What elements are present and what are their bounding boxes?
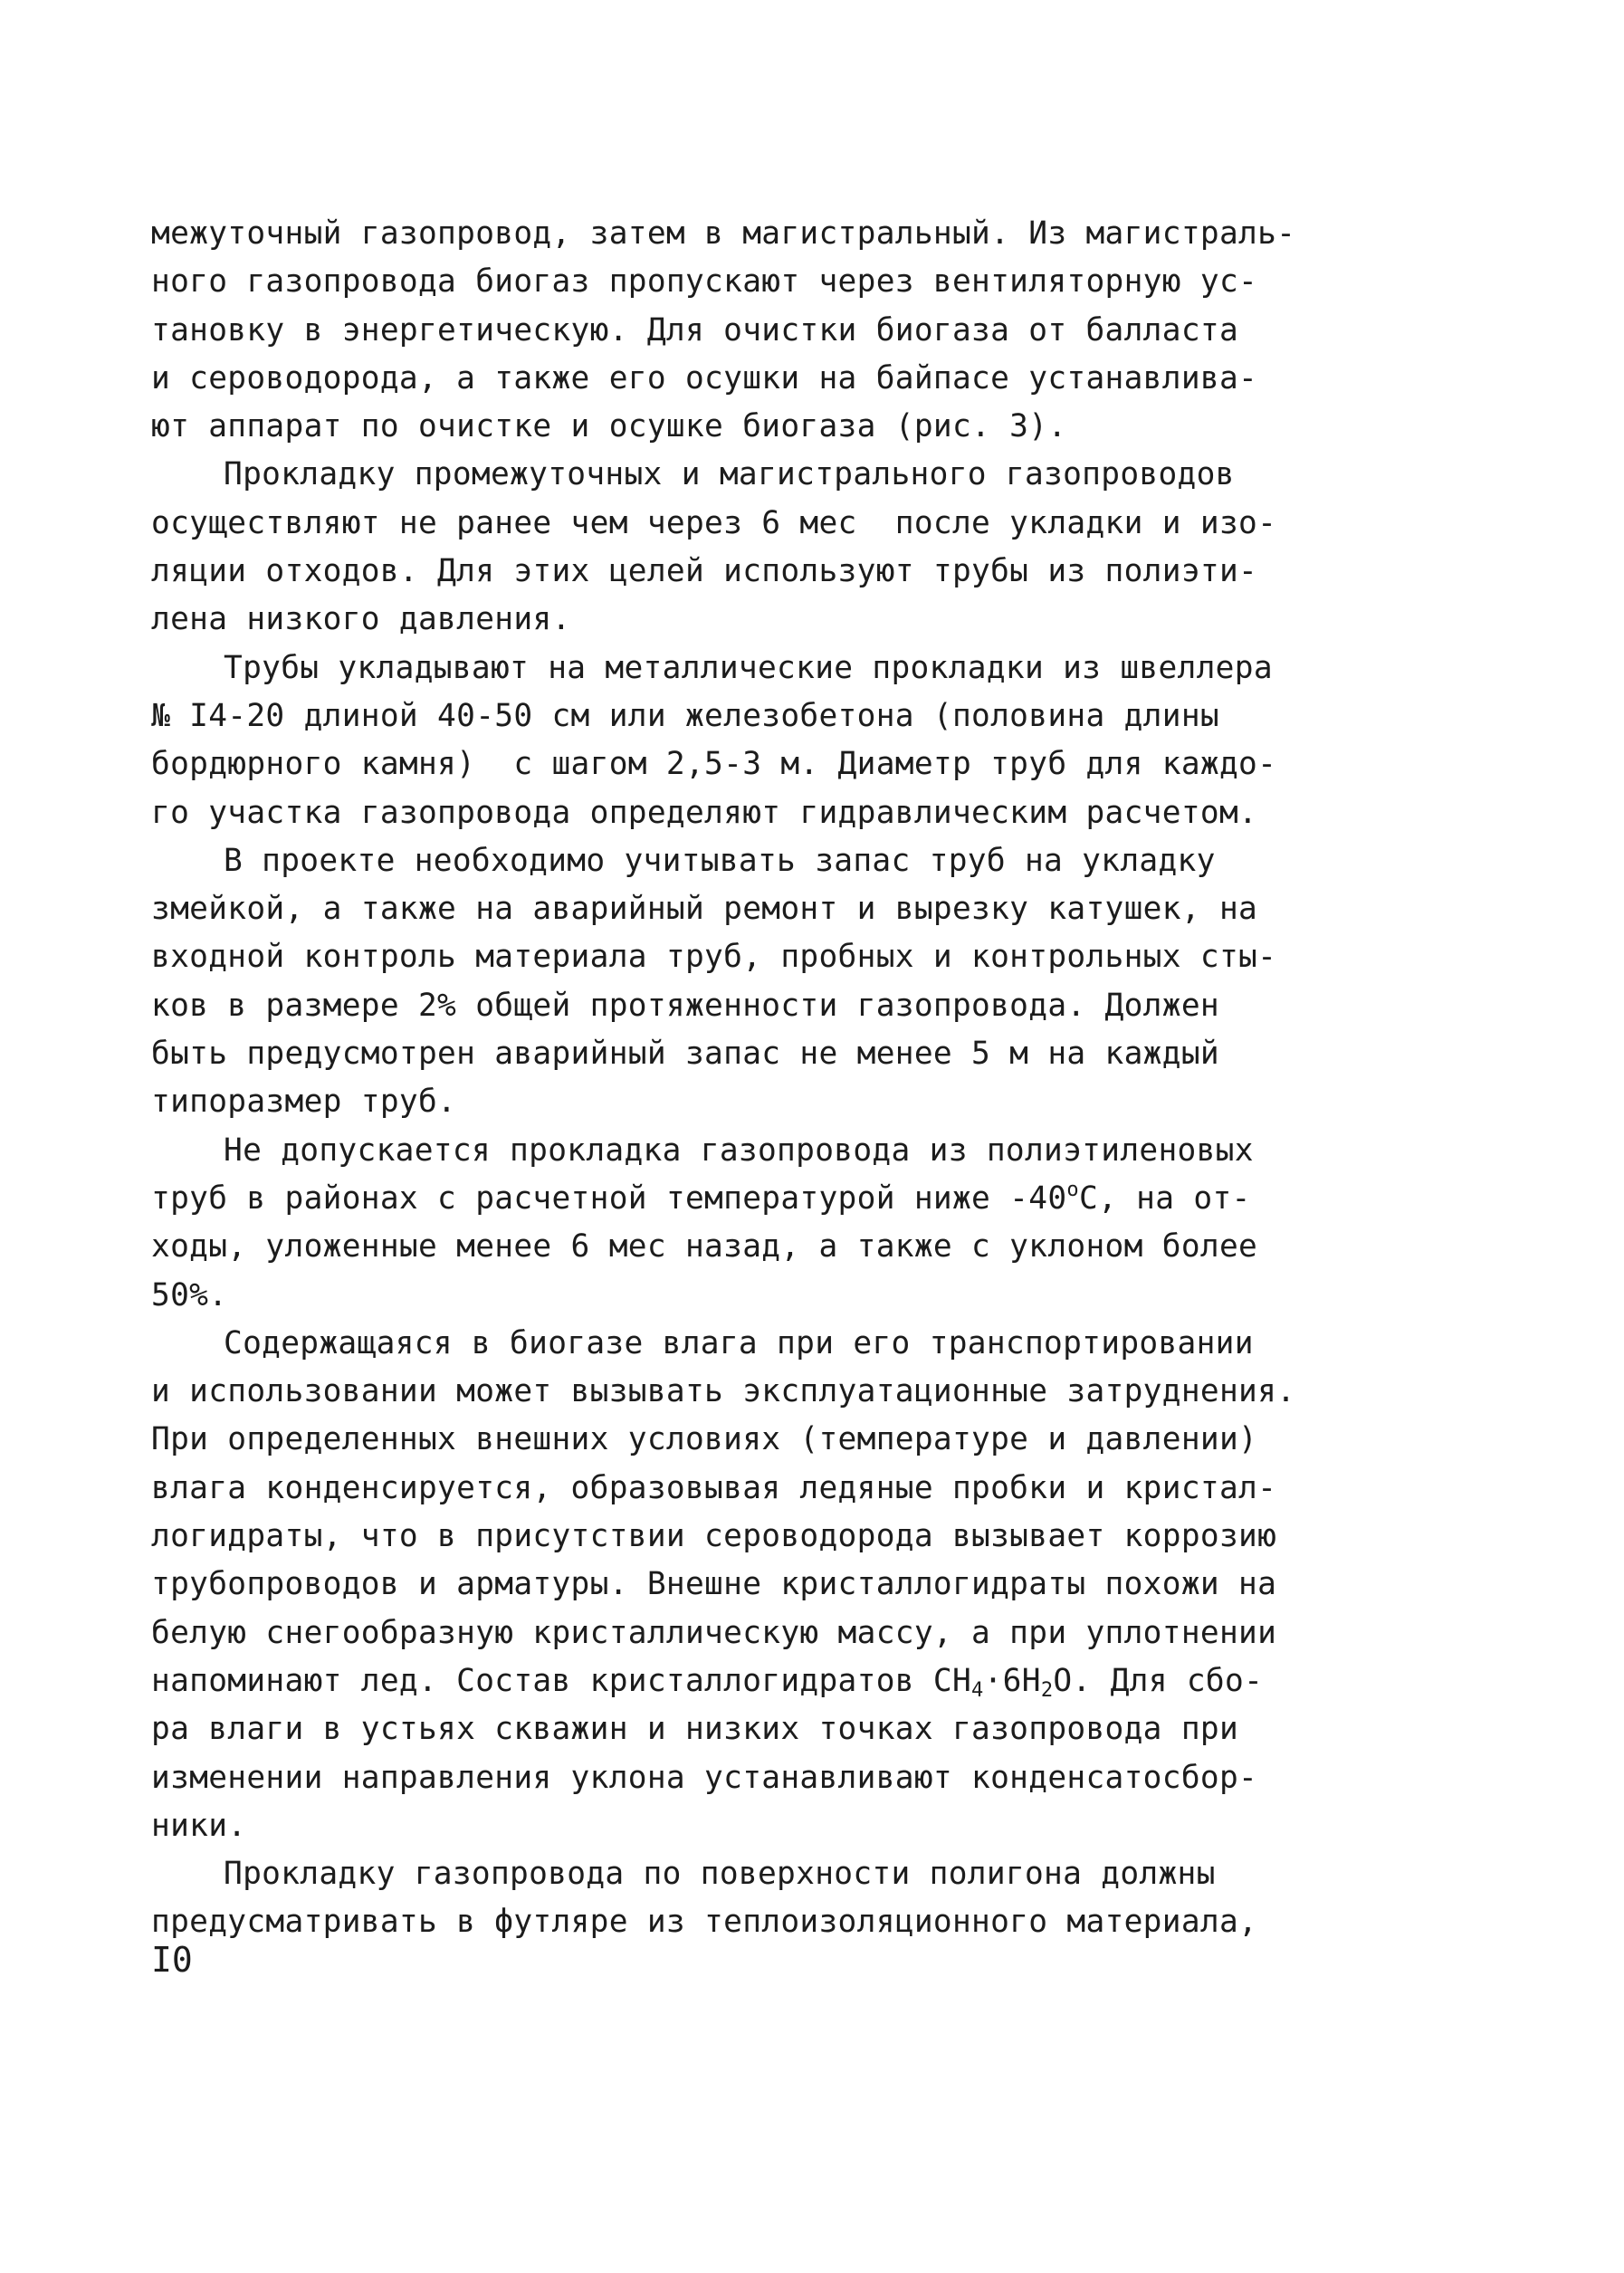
text-line: ляции отходов. Для этих целей используют трубы из полиэти-	[151, 553, 1258, 590]
paragraph-start-line: Содержащаяся в биогазе влага при его транспортировании	[224, 1324, 1254, 1361]
page-number: I0	[151, 1940, 193, 1980]
temperature-text-after: С, на от-	[1078, 1179, 1251, 1217]
paragraph-start-line: Трубы укладывают на металлические прокладки из швеллера	[224, 649, 1273, 686]
temperature-text-before: труб в районах с расчетной температурой ниже -40	[151, 1179, 1067, 1217]
text-line: При определенных внешних условиях (температуре и давлении)	[151, 1421, 1258, 1458]
text-line: ра влаги в устьях скважин и низких точках газопровода при	[151, 1711, 1239, 1748]
paragraph-start-line: В проекте необходимо учитывать запас труб на укладку	[224, 842, 1216, 879]
text-line: № I4-20 длиной 40-50 см или железобетона (половина длины	[151, 697, 1219, 734]
text-line: типоразмер труб.	[151, 1084, 457, 1121]
text-line: го участка газопровода определяют гидравлическим расчетом.	[151, 794, 1258, 831]
text-line: лена низкого давления.	[151, 601, 571, 638]
paragraph-start-line: Не допускается прокладка газопровода из полиэтиленовых	[224, 1132, 1254, 1169]
formula-line	[151, 1657, 1346, 1705]
degree-sign: o	[1066, 1178, 1079, 1201]
text-line: ного газопровода биогаз пропускают через вентиляторную ус-	[151, 263, 1258, 301]
text-line: логидраты, что в присутствии сероводорода вызывает коррозию	[151, 1518, 1277, 1555]
formula-subscript-4: 4	[971, 1678, 984, 1702]
paragraph-start-line: Прокладку газопровода по поверхности полигона должны	[224, 1856, 1216, 1893]
formula-middle: ·6H	[983, 1662, 1041, 1699]
formula-text-before: напоминают лед. Состав кристаллогидратов CH	[151, 1662, 972, 1699]
temperature-line	[151, 1175, 1346, 1223]
text-line: ют аппарат по очистке и осушке биогаза (рис. 3).	[151, 408, 1067, 445]
text-line: осуществляют не ранее чем через 6 мес после укладки и изо-	[151, 504, 1277, 541]
text-line: межуточный газопровод, затем в магистральный. Из магистраль-	[151, 215, 1296, 252]
text-line: влага конденсируется, образовывая ледяные пробки и кристал-	[151, 1469, 1277, 1506]
text-line: белую снегообразную кристаллическую массу, а при уплотнении	[151, 1614, 1277, 1651]
text-line: ков в размере 2% общей протяженности газопровода. Должен	[151, 987, 1219, 1024]
text-line: и сероводорода, а также его осушки на байпасе устанавлива-	[151, 359, 1258, 396]
text-line: тановку в энергетическую. Для очистки биогаза от балласта	[151, 311, 1239, 349]
text-line: бордюрного камня) с шагом 2,5-3 м. Диаметр труб для каждо-	[151, 746, 1277, 783]
text-line: змейкой, а также на аварийный ремонт и вырезку катушек, на	[151, 891, 1258, 928]
paragraph-start-line: Прокладку промежуточных и магистрального газопроводов	[224, 456, 1235, 493]
text-line: ходы, уложенные менее 6 мес назад, а также с уклоном более	[151, 1228, 1258, 1265]
text-line: ники.	[151, 1807, 247, 1844]
body-text	[151, 210, 1346, 1947]
text-line: изменении направления уклона устанавливают конденсатосбор-	[151, 1759, 1258, 1796]
text-line: входной контроль материала труб, пробных и контрольных сты-	[151, 939, 1277, 976]
formula-subscript-2: 2	[1040, 1678, 1054, 1702]
text-line: предусматривать в футляре из теплоизоляционного материала,	[151, 1904, 1258, 1941]
formula-text-after: O. Для сбо-	[1053, 1662, 1264, 1699]
text-line: трубопроводов и арматуры. Внешне кристаллогидраты похожи на	[151, 1566, 1277, 1603]
text-line: и использовании может вызывать эксплуатационные затруднения.	[151, 1373, 1296, 1410]
text-line: быть предусмотрен аварийный запас не менее 5 м на каждый	[151, 1036, 1219, 1073]
text-line: 50%.	[151, 1276, 228, 1313]
